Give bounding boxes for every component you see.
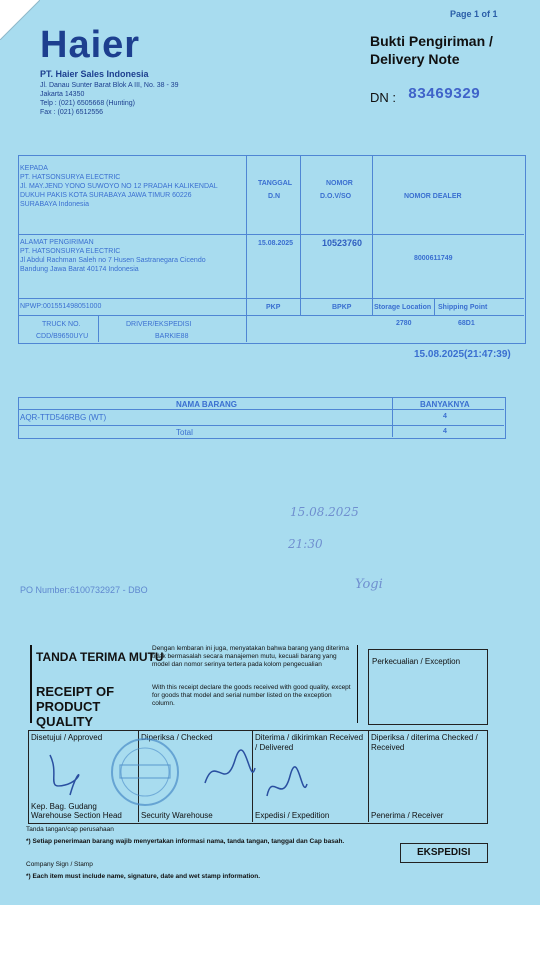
title-line: Bukti Pengiriman / (370, 33, 493, 49)
kepada-line: DUKUH PAKIS KOTA SURABAYA JAWA TIMUR 60226 (20, 192, 192, 199)
table-divider (18, 315, 524, 316)
kepada-block (20, 164, 218, 209)
dn-number: 83469329 (408, 86, 481, 103)
table-divider (300, 155, 301, 315)
kepada-line: SURABAYA Indonesia (20, 201, 90, 208)
address-line: Jl. Danau Sunter Barat Blok A III, No. 38 - 39 (40, 82, 179, 89)
handwritten-time: 21:30 (288, 537, 323, 551)
truck-label: TRUCK NO. (42, 321, 81, 328)
checked-received-label: Diperiksa / diterima Checked / Received (371, 733, 478, 752)
tanggal-sub: D.N (268, 193, 281, 200)
tanda-terima-text: Dengan lembaran ini juga, menyatakan bahwa barang yang diterima tidak bermasalah secara manajemen mutu, kecuali barang yang model dan nomor serinya tertera pada kolom pengecualian (152, 645, 349, 668)
receiver-label: Penerima / Receiver (371, 811, 444, 820)
table-divider (434, 298, 435, 315)
alamat-line: Jl Abdul Rachman Saleh no 7 Husen Sastranegara Cicendo (20, 257, 206, 264)
document-title (370, 32, 493, 68)
driver-label: DRIVER/EKSPEDISI (126, 321, 192, 328)
total-value: 4 (443, 428, 447, 435)
total-label: Total (176, 428, 193, 437)
address-line: Jakarta 14350 (40, 91, 85, 98)
nomor-sub: D.O.V/SO (320, 193, 352, 200)
item-qty: 4 (443, 413, 447, 420)
received-label: Diterima / dikirimkan Received / Delivered (255, 733, 364, 752)
table-divider (392, 397, 393, 437)
security-label: Security Warehouse (141, 811, 213, 820)
kepada-line: PT. HATSONSURYA ELECTRIC (20, 174, 121, 181)
table-divider (18, 425, 504, 426)
alamat-label: ALAMAT PENGIRIMAN (20, 239, 94, 246)
receipt-text: With this receipt declare the goods received with good quality, except for goods that model and serial number listed on the exception column. (152, 684, 351, 707)
title-line: Delivery Note (370, 51, 460, 67)
print-timestamp: 15.08.2025(21:47:39) (414, 349, 511, 360)
table-divider (98, 315, 99, 342)
folded-corner (0, 0, 40, 40)
checker-signature (200, 748, 260, 798)
tanda-terima-title: TANDA TERIMA MUTU (36, 650, 164, 664)
alamat-line: PT. HATSONSURYA ELECTRIC (20, 248, 121, 255)
nomor-label: NOMOR (326, 180, 353, 187)
banyaknya-header: BANYAKNYA (420, 400, 470, 409)
warehouse-head-label: Warehouse Section Head (31, 811, 122, 820)
address-line: Telp : (021) 6505668 (Hunting) (40, 100, 135, 107)
checked-label: Diperiksa / Checked (141, 733, 213, 742)
dn-label: DN : (370, 90, 396, 105)
kepada-line: Jl. MAY.JEND YONO SUWOYO NO 12 PRADAH KALIKENDAL (20, 183, 218, 190)
exception-label: Perkecualian / Exception (372, 657, 461, 666)
note-en: *) Each item must include name, signature, date and wet stamp information. (26, 873, 261, 880)
address-line: Fax : (021) 6512556 (40, 109, 104, 116)
alamat-line: Bandung Jawa Barat 40174 Indonesia (20, 266, 139, 273)
expedition-signature (262, 766, 312, 811)
expedition-label: Expedisi / Expedition (255, 811, 330, 820)
truck-value: CDD/B9650UYU (36, 333, 89, 340)
dealer-number: 8000611749 (414, 255, 453, 262)
pkp-label: PKP (266, 304, 281, 311)
warehouse-stamp (108, 735, 182, 809)
company-sign-label: Company Sign / Stamp (26, 861, 93, 868)
receipt-divider (357, 645, 358, 723)
bpkp-label: BPKP (332, 304, 352, 311)
handwritten-date: 15.08.2025 (290, 505, 359, 519)
nomor-value: 10523760 (322, 238, 363, 248)
kepada-label: KEPADA (20, 165, 48, 172)
haier-logo: Haier (40, 24, 141, 66)
storage-location-label: Storage Location (374, 304, 432, 311)
alamat-block (20, 238, 206, 274)
npwp: NPWP:001551498051000 (20, 303, 102, 310)
page-number: Page 1 of 1 (450, 9, 498, 19)
table-divider (18, 409, 504, 410)
dealer-label: NOMOR DEALER (404, 193, 462, 200)
handwritten-signature: Yogi (355, 577, 383, 592)
company-name: PT. Haier Sales Indonesia (40, 69, 149, 79)
table-divider (372, 155, 373, 315)
approver-signature (40, 745, 100, 800)
shipping-point-label: Shipping Point (438, 304, 488, 311)
company-address (40, 81, 179, 117)
tanggal-label: TANGGAL (258, 180, 293, 187)
table-divider (18, 234, 524, 235)
shipping-point-value: 68D1 (458, 320, 475, 327)
grid-divider (368, 730, 369, 822)
item-name: AQR-TTD546RBG (WT) (20, 413, 107, 422)
table-divider (18, 298, 524, 299)
receipt-title: RECEIPT OF PRODUCT QUALITY (36, 684, 115, 729)
approved-label: Disetujui / Approved (31, 733, 103, 742)
tanda-tangan-label: Tanda tangan/cap perusahaan (26, 826, 114, 833)
delivery-date: 15.08.2025 (258, 240, 294, 247)
po-number: PO Number:6100732927 - DBO (20, 585, 148, 595)
kep-bag-label: Kep. Bag. Gudang (31, 802, 97, 811)
nama-barang-header: NAMA BARANG (176, 400, 238, 409)
storage-location-value: 2780 (396, 320, 412, 327)
table-divider (246, 155, 247, 342)
note-id: *) Setiap penerimaan barang wajib menyertakan informasi nama, tanda tangan, tanggal dan Cap basah. (26, 838, 345, 845)
ekspedisi-label: EKSPEDISI (417, 847, 471, 858)
driver-value: BARKIE88 (155, 333, 189, 340)
